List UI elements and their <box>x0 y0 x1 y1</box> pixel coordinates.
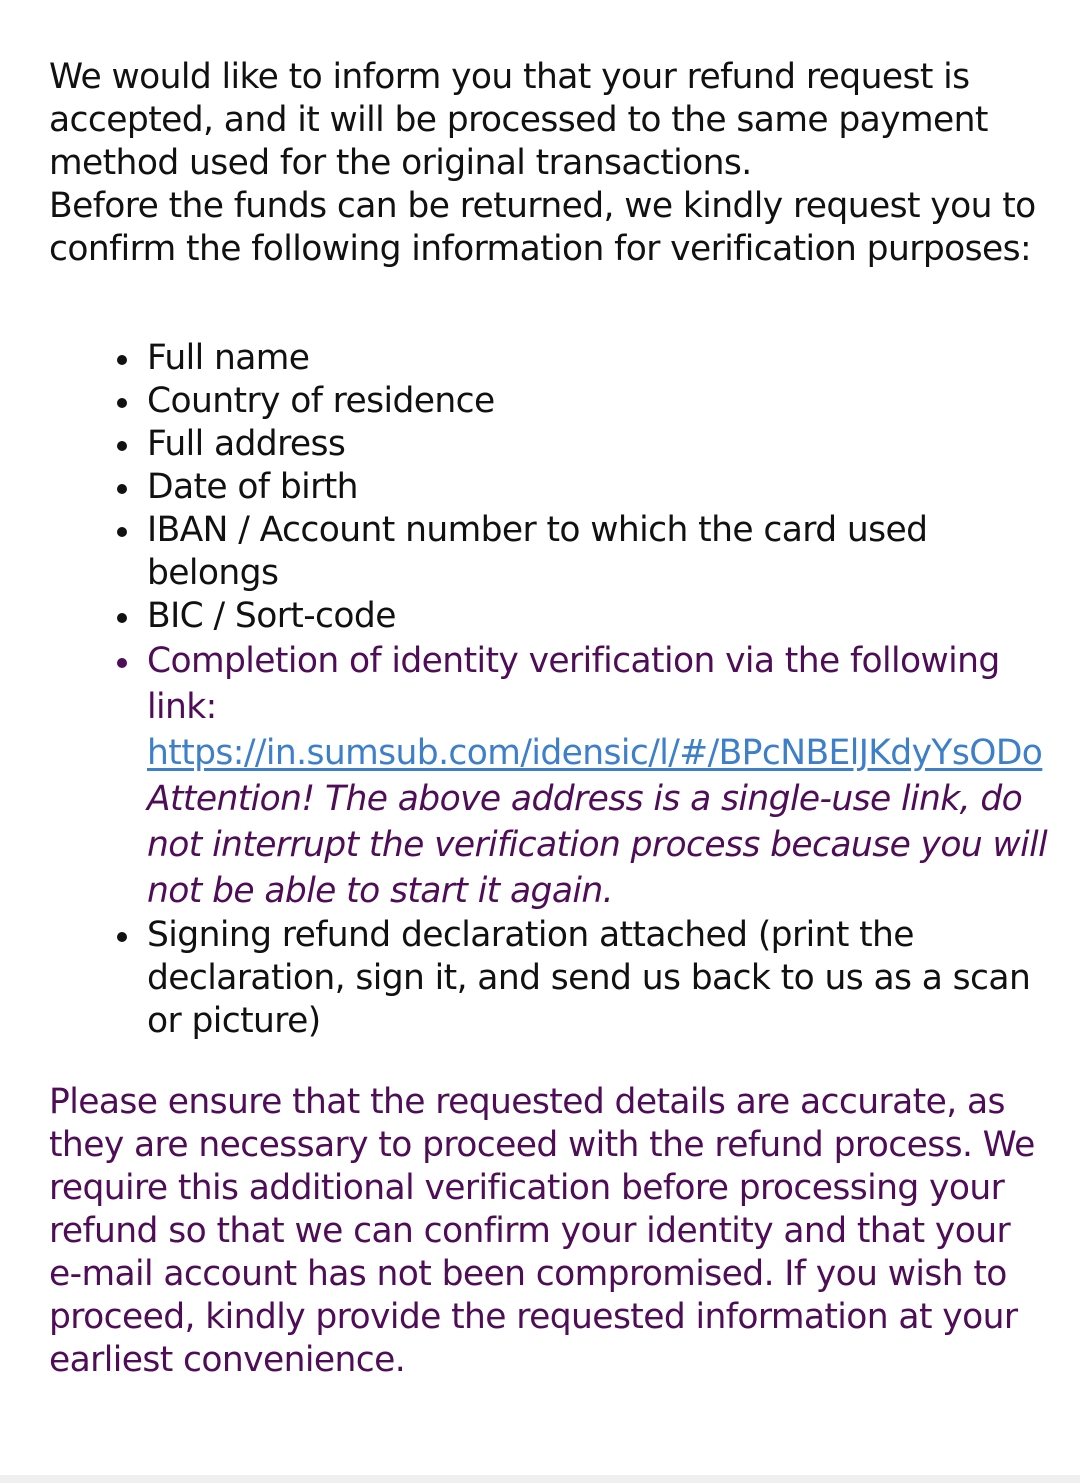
requirements-list <box>49 337 1049 1043</box>
verification-link[interactable]: https://in.sumsub.com/idensic/l/#/BPcNBElJKdyYsODo <box>147 733 1043 773</box>
list-item-declaration: Signing refund declaration attached (print the declaration, sign it, and send us back to us as a scan or picture) <box>147 914 1049 1043</box>
intro-text <box>49 56 1049 271</box>
list-item-address: Full address <box>147 423 1049 466</box>
bottom-divider <box>0 1475 1080 1483</box>
list-item-dob: Date of birth <box>147 466 1049 509</box>
list-item-full-name: Full name <box>147 337 1049 380</box>
list-item-bic: BIC / Sort-code <box>147 595 1049 638</box>
email-body <box>49 56 1049 1382</box>
list-item-identity-verification <box>147 638 1049 914</box>
intro-paragraph-1: We would like to inform you that your refund request is accepted, and it will be processed to the same payment method used for the original transactions. <box>49 57 988 183</box>
list-item-iban: IBAN / Account number to which the card used belongs <box>147 509 1049 595</box>
intro-paragraph-2: Before the funds can be returned, we kindly request you to confirm the following information for verification purposes: <box>49 186 1036 269</box>
attention-note: Attention! The above address is a single-use link, do not interrupt the verification process because you will not be able to start it again. <box>147 779 1048 911</box>
identity-verification-text: Completion of identity verification via the following link: <box>147 641 1000 727</box>
closing-paragraph: Please ensure that the requested details are accurate, as they are necessary to proceed with the refund process. We require this additional verification before processing your refund so that we can confirm your identity and that your e-mail account has not been compromised. If you wish to proceed, kindly provide the requested information at your earliest convenience. <box>49 1082 1035 1380</box>
list-item-country: Country of residence <box>147 380 1049 423</box>
